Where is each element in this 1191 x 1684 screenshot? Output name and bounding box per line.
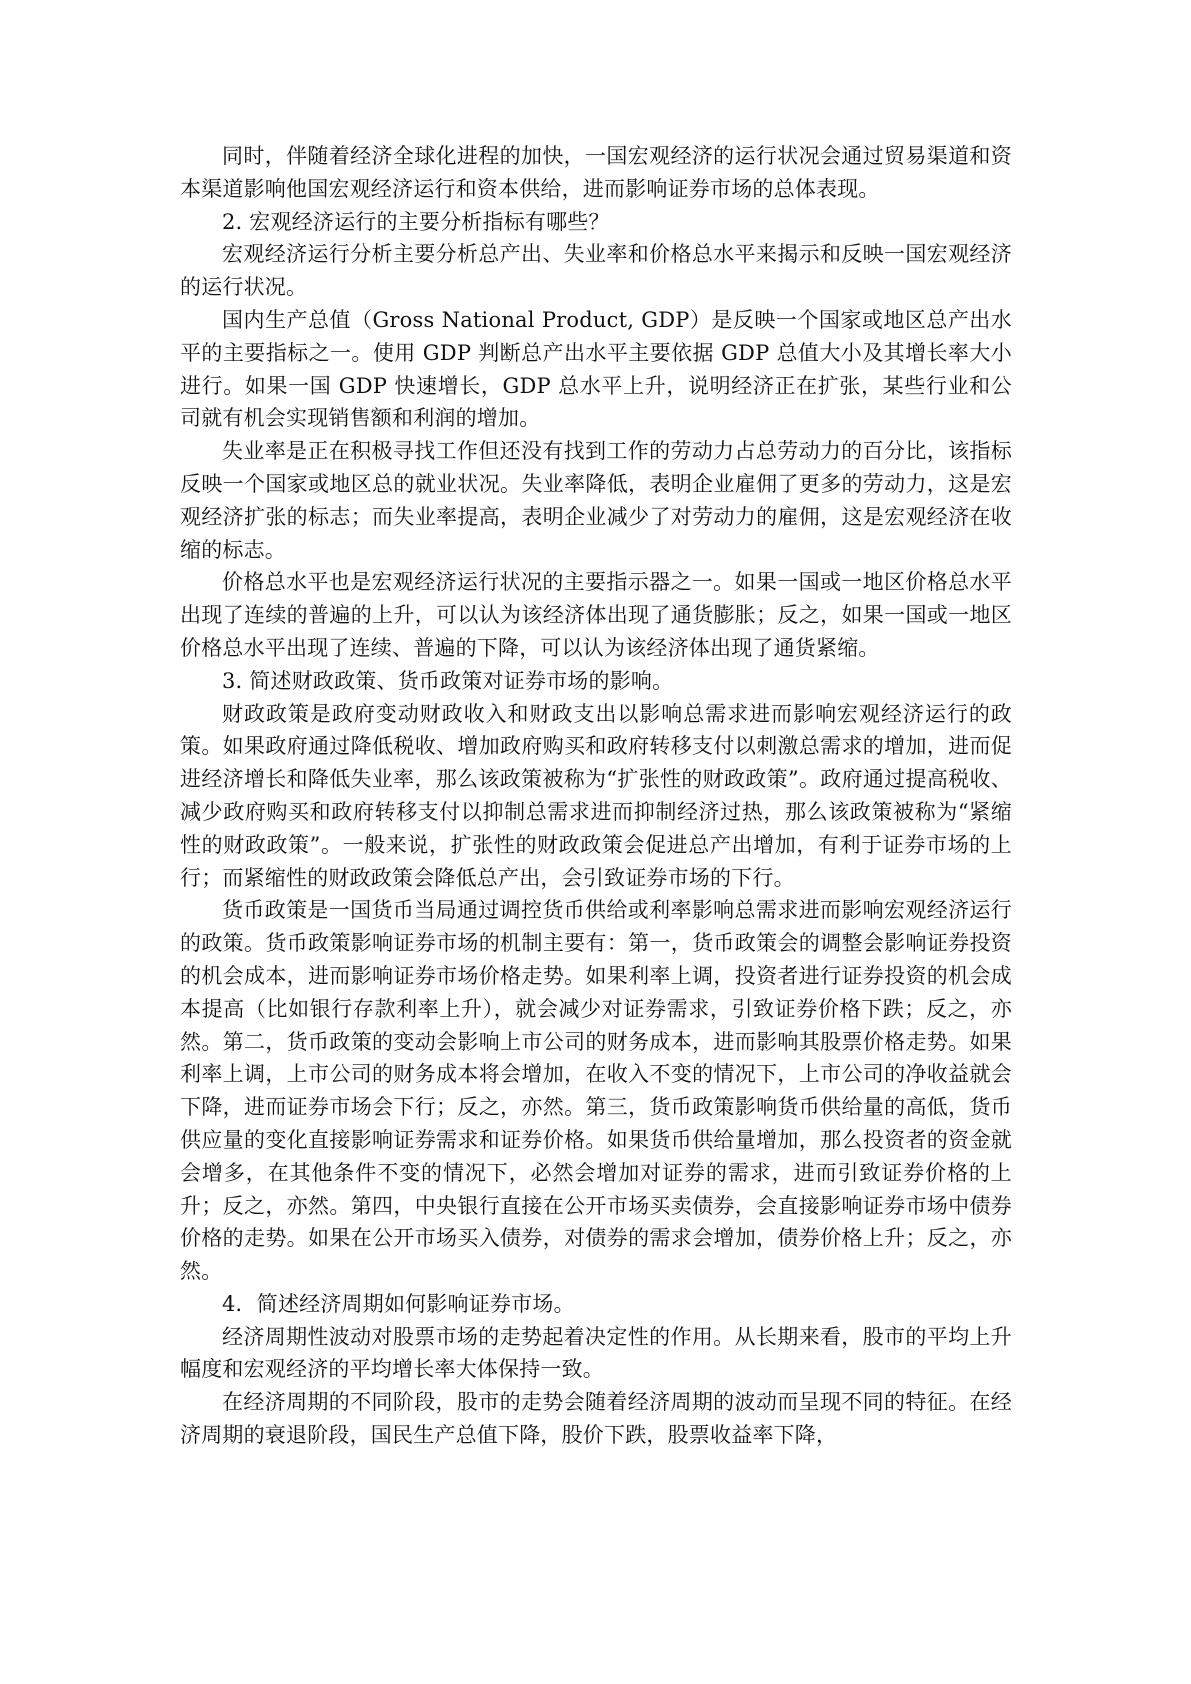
question-4-heading: 4．简述经济周期如何影响证券市场。 bbox=[222, 1291, 575, 1316]
paragraph-fiscal-policy: 财政政策是政府变动财政收入和财政支出以影响总需求进而影响宏观经济运行的政策。如果政府通过降低税收、增加政府购买和政府转移支付以刺激总需求的增加，进而促进经济增长和降低失业率，那么该政策被称为“扩张性的财政政策”。政府通过提高税收、减少政府购买和政府转移支付以抑制总需求进而抑制经济过热，那么该政策被称为“紧缩性的财政政策”。一般来说，扩张性的财政政策会促进总产出增加，有利于证券市场的上行；而紧缩性的财政政策会降低总产出，会引致证券市场的下行。 bbox=[180, 701, 1012, 890]
paragraph-macro-indicators: 宏观经济运行分析主要分析总产出、失业率和价格总水平来揭示和反映一国宏观经济的运行状况。 bbox=[180, 242, 1012, 300]
question-2-heading: 2. 宏观经济运行的主要分析指标有哪些？ bbox=[222, 209, 610, 234]
paragraph-cycle-stages: 在经济周期的不同阶段，股市的走势会随着经济周期的波动而呈现不同的特征。在经济周期的衰退阶段，国民生产总值下降，股价下跌，股票收益率下降， bbox=[180, 1390, 1012, 1448]
paragraph-monetary-policy: 货币政策是一国货币当局通过调控货币供给或利率影响总需求进而影响宏观经济运行的政策。货币政策影响证券市场的机制主要有：第一，货币政策会的调整会影响证券投资的机会成本，进而影响证券市场价格走势。如果利率上调，投资者进行证券投资的机会成本提高（比如银行存款利率上升），就会减少对证券需求，引致证券价格下跌；反之，亦然。第二，货币政策的变动会影响上市公司的财务成本，进而影响其股票价格走势。如果利率上调，上市公司的财务成本将会增加，在收入不变的情况下，上市公司的净收益就会下降，进而证券市场会下行；反之，亦然。第三，货币政策影响货币供给量的高低，货币供应量的变化直接影响证券需求和证券价格。如果货币供给量增加，那么投资者的资金就会增多，在其他条件不变的情况下，必然会增加对证券的需求，进而引致证券价格的上升；反之，亦然。第四，中央银行直接在公开市场买卖债券，会直接影响证券市场中债券价格的走势。如果在公开市场买入债券，对债券的需求会增加，债券价格上升；反之，亦然。 bbox=[180, 898, 1012, 1284]
paragraph-gdp: 国内生产总值（Gross National Product, GDP）是反映一个国家或地区总产出水平的主要指标之一。使用 GDP 判断总产出水平主要依据 GDP 总值大小及其增长率大小进行。如果一国 GDP 快速增长，GDP 总水平上升，说明经济正在扩张，某些行业和公司就有机会实现销售额和利润的增加。 bbox=[180, 307, 1012, 431]
paragraph-economic-cycle: 经济周期性波动对股票市场的走势起着决定性的作用。从长期来看，股市的平均上升幅度和宏观经济的平均增长率大体保持一致。 bbox=[180, 1324, 1012, 1382]
document-body bbox=[180, 140, 1012, 1452]
paragraph-price-level: 价格总水平也是宏观经济运行状况的主要指示器之一。如果一国或一地区价格总水平出现了连续的普遍的上升，可以认为该经济体出现了通货膨胀；反之，如果一国或一地区价格总水平出现了连续、普遍的下降，可以认为该经济体出现了通货紧缩。 bbox=[180, 570, 1012, 660]
question-3-heading: 3. 简述财政政策、货币政策对证券市场的影响。 bbox=[222, 668, 674, 693]
paragraph-unemployment: 失业率是正在积极寻找工作但还没有找到工作的劳动力占总劳动力的百分比，该指标反映一个国家或地区总的就业状况。失业率降低，表明企业雇佣了更多的劳动力，这是宏观经济扩张的标志；而失业率提高，表明企业减少了对劳动力的雇佣，这是宏观经济在收缩的标志。 bbox=[180, 439, 1012, 562]
paragraph-globalization: 同时，伴随着经济全球化进程的加快，一国宏观经济的运行状况会通过贸易渠道和资本渠道影响他国宏观经济运行和资本供给，进而影响证券市场的总体表现。 bbox=[180, 144, 1012, 201]
